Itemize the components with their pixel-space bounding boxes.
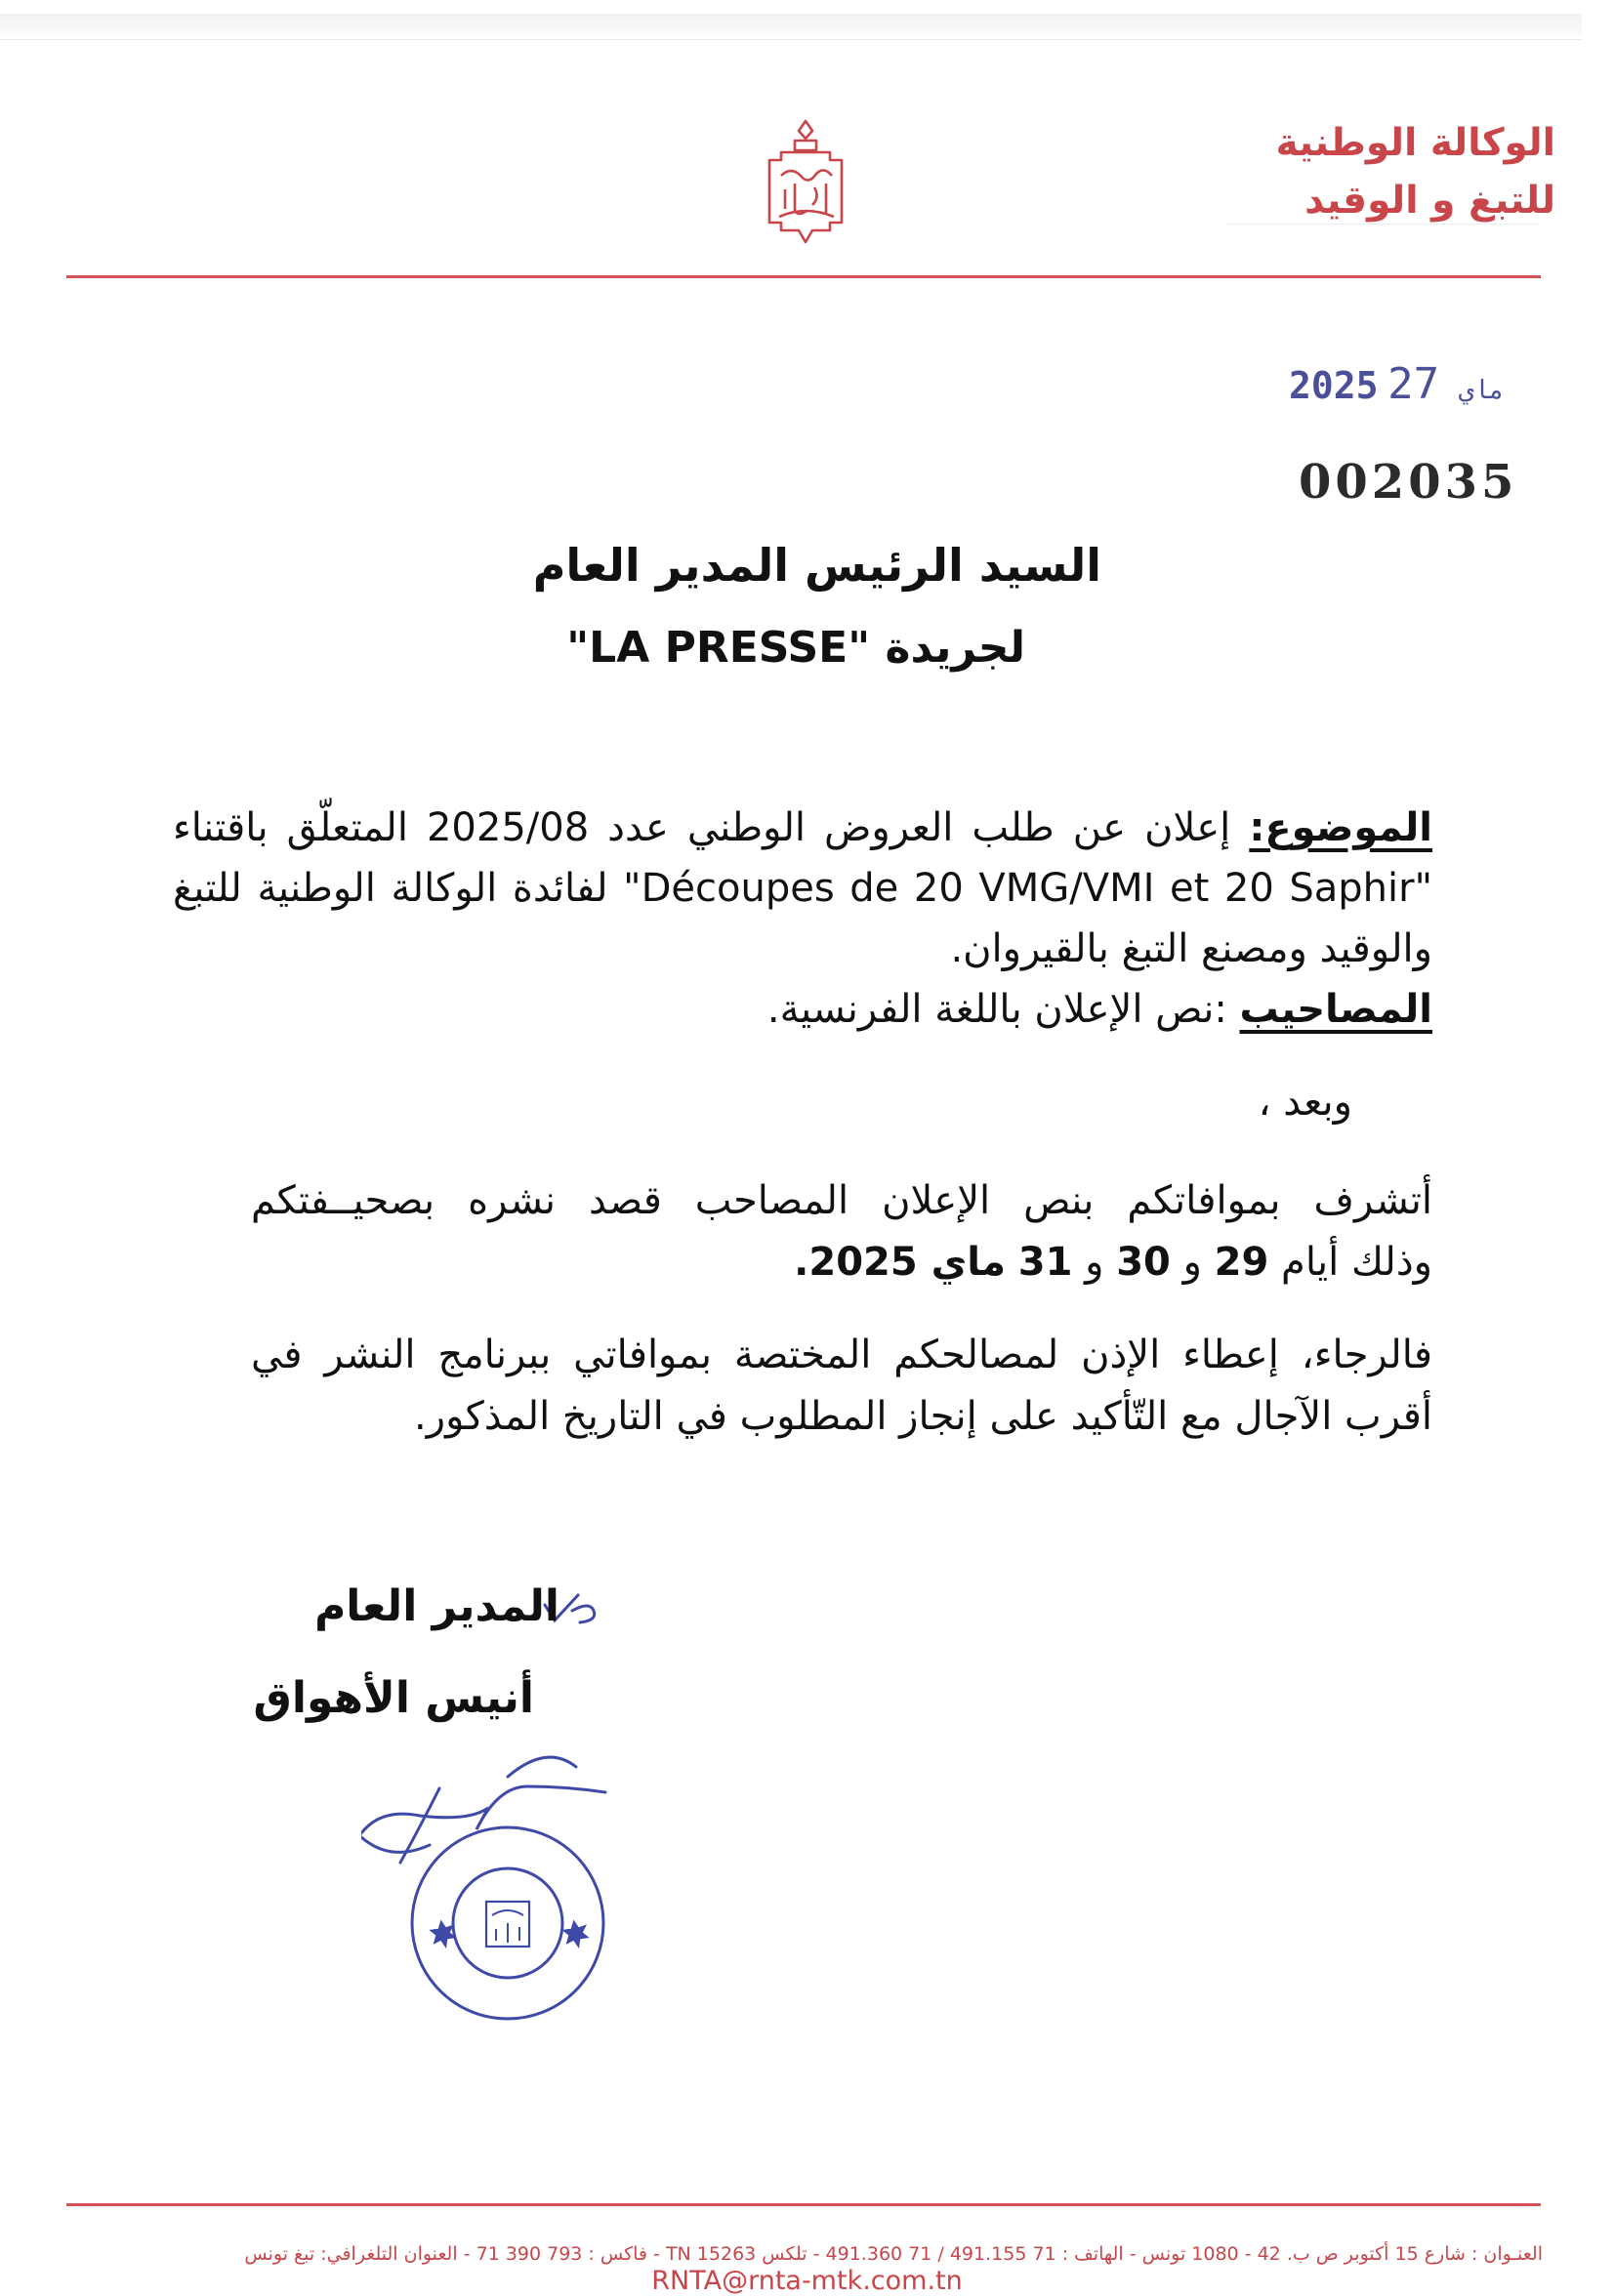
subject-line-3: والوقيد ومصنع التبغ بالقيروان. [950, 926, 1432, 971]
footer-address: العنـوان : شارع 15 أكتوبر ص ب. 42 - 1080 تونس - الهاتف : 71 491.155 / 71 491.360 - تلكس TN 15263 - فاكس : 793 390 71 - العنوان التلغرافي: تبغ تونس [244, 2243, 1543, 2265]
organization-name [1204, 115, 1555, 229]
scan-edge [0, 14, 1582, 35]
agency-logo [752, 115, 859, 252]
publication-day-3: 31 [1017, 1240, 1073, 1285]
publication-day-1: 29 [1214, 1240, 1269, 1285]
date-day: 27 [1387, 359, 1440, 409]
paragraph-2-line-2: أقرب الآجال مع التّأكيد على إنجاز المطلوب في التاريخ المذكور. [414, 1394, 1432, 1439]
attachments-label: المصاحيب [1239, 987, 1432, 1032]
date-year: 2025 [1289, 364, 1379, 407]
date-month: ماي [1458, 376, 1505, 405]
paragraph-1-line-1: أتشرف بموافاتكم بنص الإعلان المصاحب قصد نشره بصحيــفتكم [251, 1178, 1432, 1223]
organization-name-underline [1227, 224, 1540, 225]
paragraph-2-line-1: فالرجاء، إعطاء الإذن لمصالحكم المختصة بموافاتي ببرنامج النشر في [251, 1332, 1432, 1377]
conjunction-2: و [1085, 1240, 1104, 1285]
publication-day-2: 30 [1116, 1240, 1171, 1285]
attachments-line [173, 987, 1432, 1032]
official-seal [361, 1747, 654, 2040]
footer-divider [66, 2203, 1541, 2206]
subject-text-1: إعلان عن طلب العروض الوطني عدد 2025/08 المتعلّق باقتناء [173, 805, 1231, 850]
publication-month-year: ماي 2025. [794, 1240, 1007, 1285]
publication-dates-prefix: وذلك أيام [1281, 1240, 1432, 1285]
date-stamp [1289, 359, 1514, 408]
footer-email: RNTA@rnta-mtk.com.tn [651, 2266, 963, 2296]
subject-line-2: "Découpes de 20 VMG/VMI et 20 Saphir" لفائدة الوكالة الوطنية للتبغ [173, 866, 1433, 911]
signatory-title: المدير العام [314, 1581, 559, 1631]
signatory-name: أنيس الأهواق [253, 1673, 534, 1723]
recipient-title: السيد الرئيس المدير العام [532, 539, 1101, 592]
reference-number: 002035 [1299, 455, 1518, 510]
subject-line-1 [173, 805, 1432, 850]
organization-name-line1: الوكالة الوطنية [1275, 121, 1555, 165]
recipient-newspaper: لجريدة "LA PRESSE" [566, 623, 1025, 673]
subject-label: الموضوع: [1249, 805, 1433, 850]
conjunction-1: و [1182, 1240, 1202, 1285]
greeting: وبعد ، [1258, 1080, 1352, 1125]
scan-edge-line [0, 39, 1582, 40]
paragraph-1-line-2 [173, 1240, 1432, 1285]
attachments-text: :نص الإعلان باللغة الفرنسية. [766, 987, 1227, 1032]
organization-name-line2: للتبغ و الوقيد [1304, 178, 1555, 223]
header-divider [66, 275, 1541, 278]
